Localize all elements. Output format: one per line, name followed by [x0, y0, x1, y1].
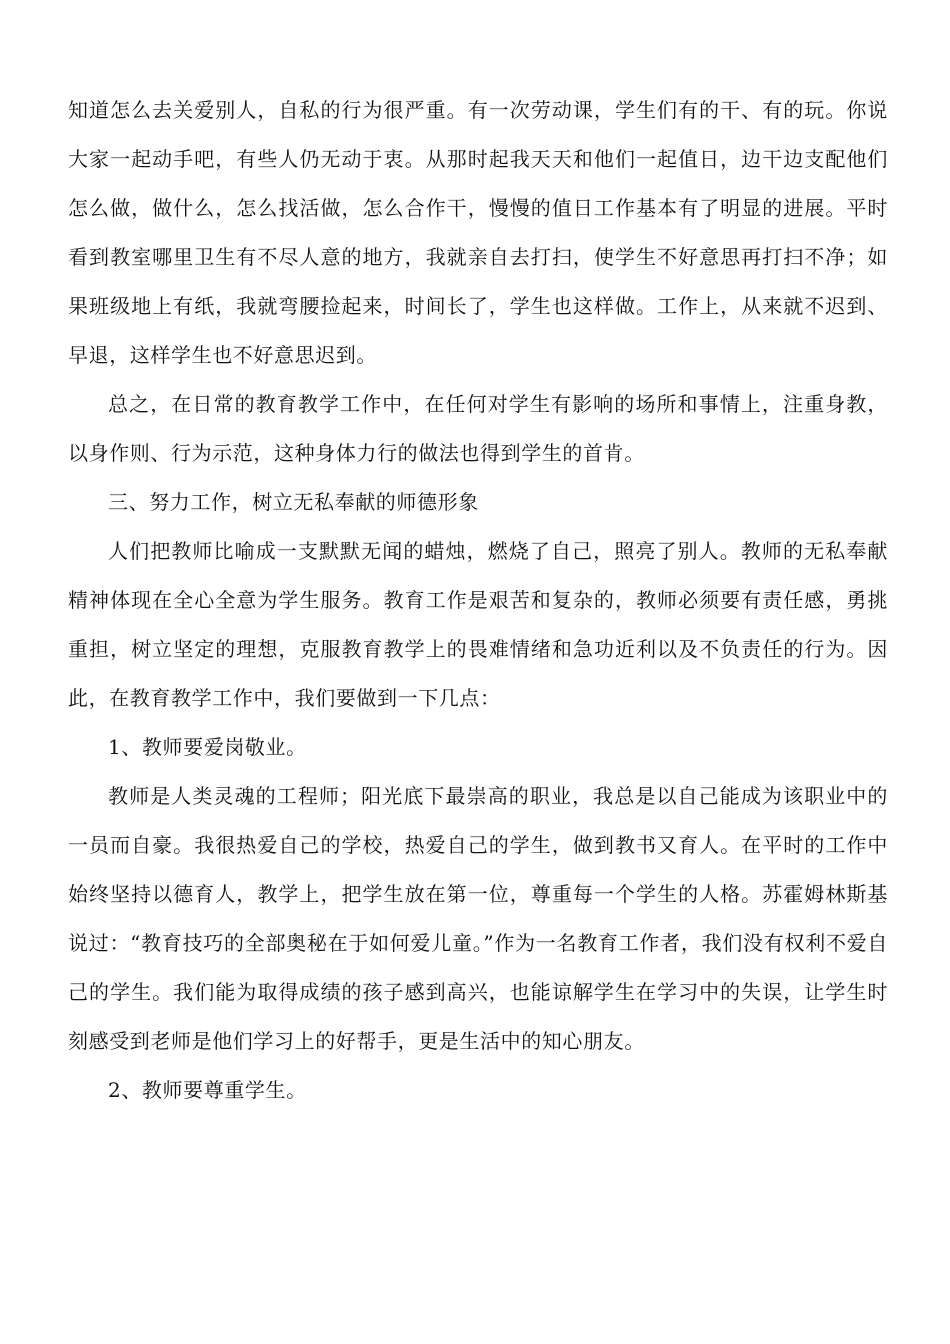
list-heading: 2、教师要尊重学生。 [108, 1078, 307, 1102]
body-paragraph: 知道怎么去关爱别人，自私的行为很严重。有一次劳动课，学生们有的干、有的玩。你说大家一起动手吧，有些人仍无动于衷。从那时起我天天和他们一起值日，边干边支配他们怎么做，做什么，怎么找活做，怎么合作干，慢慢的值日工作基本有了明显的进展。平时看到教室哪里卫生有不尽人意的地方，我就亲自去打扫，使学生不好意思再打扫不净；如果班级地上有纸，我就弯腰捡起来，时间长了，学生也这样做。工作上，从来就不迟到、早退，这样学生也不好意思迟到。 [68, 98, 888, 367]
body-paragraph: 人们把教师比喻成一支默默无闻的蜡烛，燃烧了自己，照亮了别人。教师的无私奉献精神体现在全心全意为学生服务。教育工作是艰苦和复杂的，教师必须要有责任感，勇挑重担，树立坚定的理想，克服教育教学上的畏难情绪和急功近利以及不负责任的行为。因此，在教育教学工作中，我们要做到一下几点： [68, 539, 888, 710]
list-heading: 1、教师要爱岗敬业。 [108, 735, 307, 759]
document-page [68, 86, 888, 1115]
body-paragraph: 总之，在日常的教育教学工作中，在任何对学生有影响的场所和事情上，注重身教，以身作则、行为示范，这种身体力行的做法也得到学生的首肯。 [68, 392, 888, 465]
body-paragraph: 教师是人类灵魂的工程师；阳光底下最崇高的职业，我总是以自己能成为该职业中的一员而自豪。我很热爱自己的学校，热爱自己的学生，做到教书又育人。在平时的工作中始终坚持以德育人，教学上，把学生放在第一位，尊重每一个学生的人格。苏霍姆林斯基说过：“教育技巧的全部奥秘在于如何爱儿童。”作为一名教育工作者，我们没有权利不爱自己的学生。我们能为取得成绩的孩子感到高兴，也能谅解学生在学习中的失误，让学生时刻感受到老师是他们学习上的好帮手，更是生活中的知心朋友。 [68, 784, 888, 1053]
section-heading: 三、努力工作，树立无私奉献的师德形象 [108, 490, 479, 514]
